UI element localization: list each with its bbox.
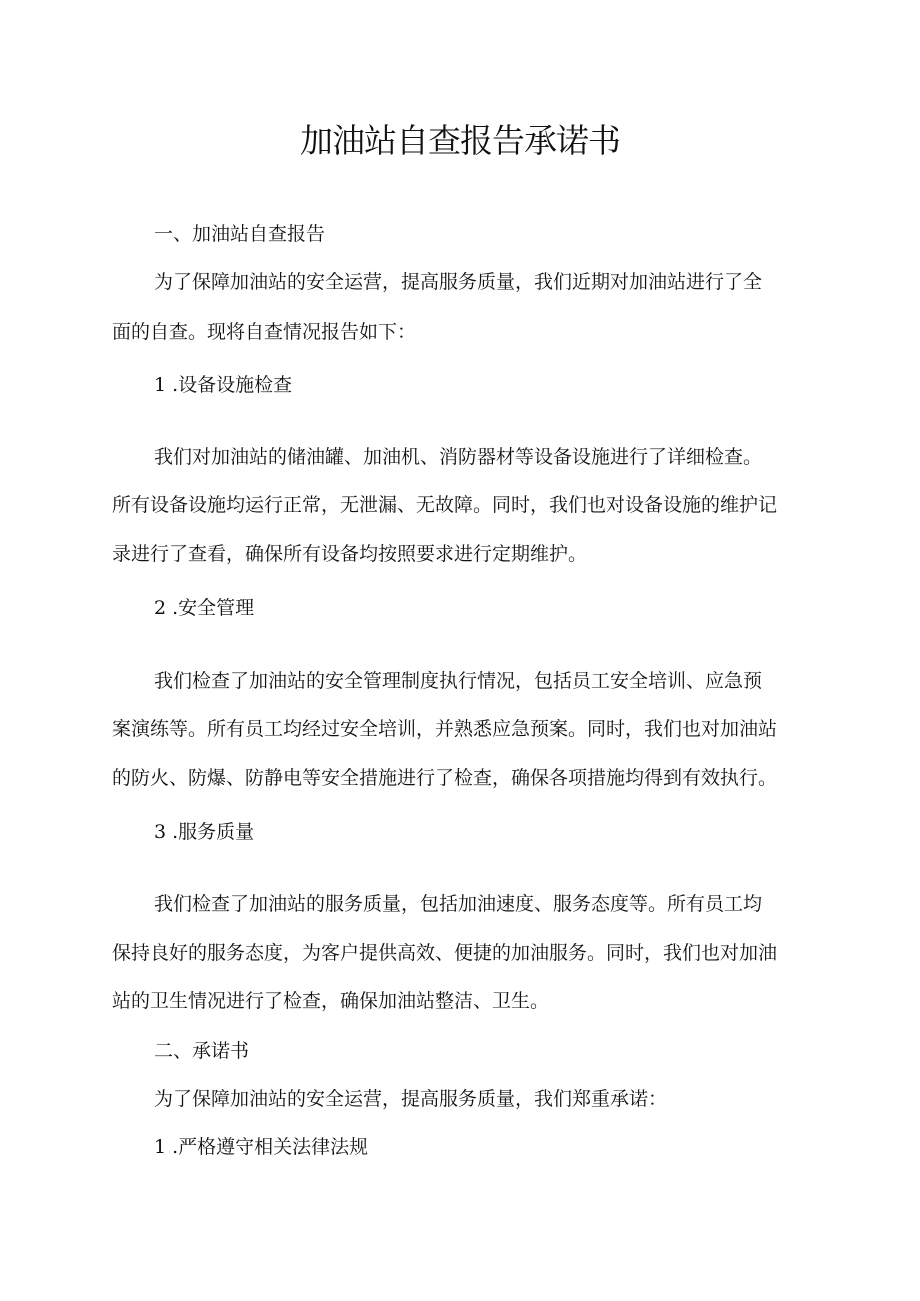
item1-line-3: 录进行了查看，确保所有设备均按照要求进行定期维护。 (112, 543, 588, 565)
item2-line-2: 案演练等。所有员工均经过安全培训，并熟悉应急预案。同时，我们也对加油站 (112, 718, 778, 740)
section2-heading: 二、承诺书 (154, 1040, 250, 1062)
item1-line-1: 我们对加油站的储油罐、加油机、消防器材等设备设施进行了详细检查。 (154, 446, 763, 468)
item3-line-1: 我们检查了加油站的服务质量，包括加油速度、服务态度等。所有员工均 (154, 893, 763, 915)
document-title: 加油站自查报告承诺书 (300, 121, 620, 160)
item3-line-3: 站的卫生情况进行了检查，确保加油站整洁、卫生。 (112, 990, 550, 1012)
item2-heading: 2 .安全管理 (154, 597, 255, 619)
section1-intro-line-1: 为了保障加油站的安全运营，提高服务质量，我们近期对加油站进行了全 (154, 271, 763, 293)
section1-intro-line-2: 面的自查。现将自查情况报告如下： (112, 321, 417, 343)
section2-item1: 1 .严格遵守相关法律法规 (154, 1136, 369, 1158)
item3-heading: 3 .服务质量 (154, 821, 255, 843)
section2-intro: 为了保障加油站的安全运营，提高服务质量，我们郑重承诺： (154, 1088, 668, 1110)
item2-line-1: 我们检查了加油站的安全管理制度执行情况，包括员工安全培训、应急预 (154, 670, 763, 692)
section1-heading: 一、加油站自查报告 (154, 223, 326, 245)
item3-line-2: 保持良好的服务态度，为客户提供高效、便捷的加油服务。同时，我们也对加油 (112, 942, 778, 964)
item1-line-2: 所有设备设施均运行正常，无泄漏、无故障。同时，我们也对设备设施的维护记 (112, 494, 778, 516)
item2-line-3: 的防火、防爆、防静电等安全措施进行了检查，确保各项措施均得到有效执行。 (112, 767, 778, 789)
item1-heading: 1 .设备设施检查 (154, 374, 293, 396)
